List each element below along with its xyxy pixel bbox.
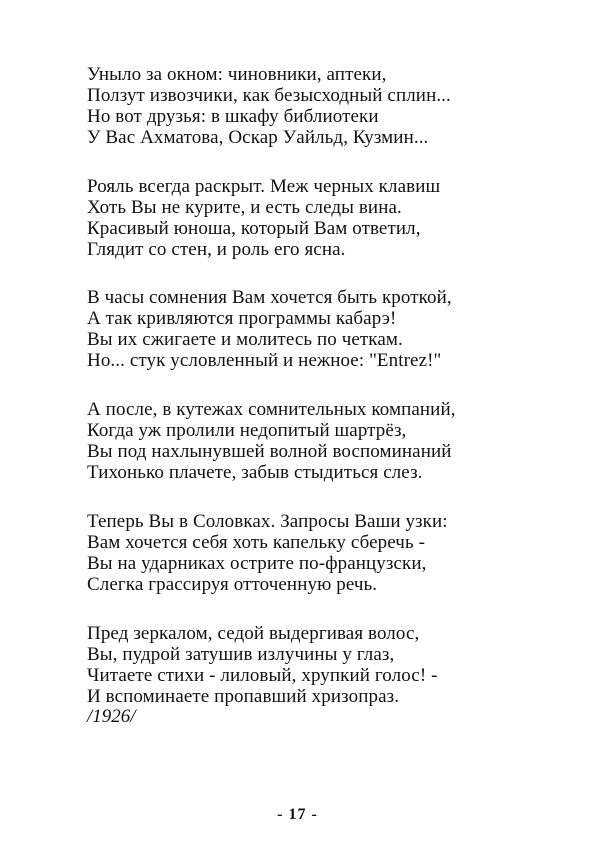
- poem-line: Читаете стихи - лиловый, хрупкий голос! -: [87, 665, 438, 686]
- poem-line: Уныло за окном: чиновники, аптеки,: [87, 64, 387, 85]
- poem: [87, 64, 527, 735]
- stanza-6: [87, 623, 527, 707]
- stanza-1: [87, 64, 527, 148]
- poem-line: А так кривляются программы кабарэ!: [87, 308, 397, 329]
- poem-line: Ползут извозчики, как безысходный сплин...: [87, 85, 451, 106]
- poem-line: Вы на ударниках острите по-французски,: [87, 553, 427, 574]
- stanza-5: [87, 511, 527, 595]
- poem-line: А после, в кутежах сомнительных компаний,: [87, 399, 456, 420]
- poem-line: Но... стук условленный и нежное: "Entrez!": [87, 350, 442, 371]
- poem-line: В часы сомнения Вам хочется быть кроткой,: [87, 287, 452, 308]
- poem-line: Когда уж пролили недопитый шартрёз,: [87, 420, 407, 441]
- poem-line: Слегка грассируя отточенную речь.: [87, 574, 378, 595]
- poem-line: И вспоминаете пропавший хризопраз.: [87, 686, 400, 707]
- stanza-4: [87, 399, 527, 483]
- poem-line: Вы под нахлынувшей волной воспоминаний: [87, 441, 452, 462]
- poem-line: Рояль всегда раскрыт. Меж черных клавиш: [87, 176, 441, 197]
- poem-line: Вы, пудрой затушив излучины у глаз,: [87, 644, 395, 665]
- stanza-3: [87, 287, 527, 371]
- poem-line: У Вас Ахматова, Оскар Уайльд, Кузмин...: [87, 127, 429, 148]
- page-number: - 17 -: [277, 806, 318, 823]
- poem-line: Теперь Вы в Соловках. Запросы Ваши узки:: [87, 511, 448, 532]
- poem-line: Но вот друзья: в шкафу библиотеки: [87, 106, 379, 127]
- poem-line: Вы их сжигаете и молитесь по четкам.: [87, 329, 403, 350]
- poem-date: /1926/: [87, 706, 136, 727]
- poem-line: Красивый юноша, который Вам ответил,: [87, 218, 421, 239]
- stanza-2: [87, 176, 527, 260]
- poem-line: Тихонько плачете, забыв стыдиться слез.: [87, 462, 423, 483]
- poem-line: Вам хочется себя хоть капельку сберечь -: [87, 532, 425, 553]
- poem-line: Хоть Вы не курите, и есть следы вина.: [87, 197, 402, 218]
- poem-line: Глядит со стен, и роль его ясна.: [87, 239, 346, 260]
- poem-line: Пред зеркалом, седой выдергивая волос,: [87, 623, 420, 644]
